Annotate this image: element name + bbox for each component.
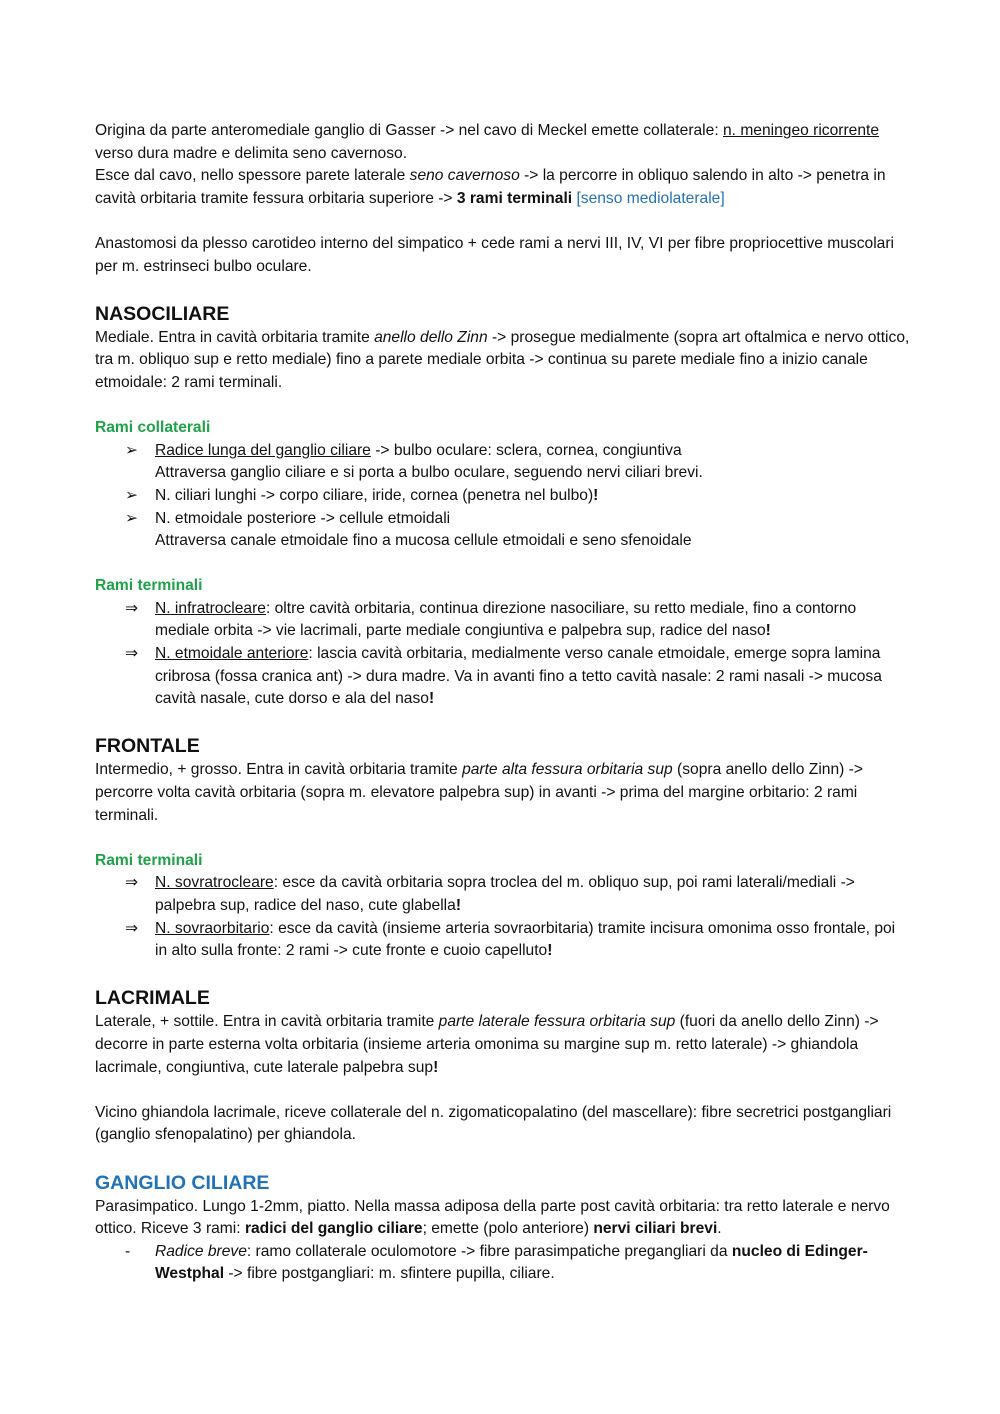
item-text: : lascia cavità orbitaria, medialmente verso canale etmoidale, emerge sopra lamina cribrosa (fossa cranica ant) -> dura madre. Va in avanti fino a tetto cavità nasale: 2 rami nasali -> mucosa cavità nasale, cute dorso e ala del naso xyxy=(155,645,882,708)
intro-text: Origina da parte anteromediale ganglio di Gasser -> nel cavo di Meckel emette collaterale: xyxy=(95,122,723,139)
list-item xyxy=(95,508,910,553)
rami-terminali-term: 3 rami terminali xyxy=(456,189,573,207)
item-text: : esce da cavità orbitaria sopra troclea del m. obliquo sup, poi rami laterali/mediali -> palpebra sup, radice del naso, cute glabella xyxy=(155,874,855,914)
nasociliare-description xyxy=(95,327,910,395)
frontale-terminali-heading: Rami terminali xyxy=(95,851,203,869)
list-item xyxy=(95,918,910,963)
arrowhead-bullet-icon: ➢ xyxy=(125,509,139,527)
nasociliare-collaterali-list xyxy=(95,440,910,553)
item-term: N. sovratrocleare xyxy=(155,874,274,892)
lacrimale-heading: LACRIMALE xyxy=(95,987,210,1010)
nucleo-term: nucleo di Edinger-Westphal xyxy=(155,1242,868,1283)
item-text: N. etmoidale posteriore -> cellule etmoidali xyxy=(155,509,451,527)
desc-text: . xyxy=(717,1220,722,1238)
frontale-description xyxy=(95,759,910,827)
lacrimale-description xyxy=(95,1011,910,1079)
list-item xyxy=(95,440,910,485)
frontale-terminali-list xyxy=(95,872,910,962)
desc-text: (sopra anello dello Zinn) -> percorre volta cavità orbitaria (sopra m. elevatore palpebra sup) in avanti -> prima del margine orbitario: 2 rami terminali. xyxy=(95,761,863,824)
desc-text: Laterale, + sottile. Entra in cavità orbitaria tramite xyxy=(95,1013,439,1031)
frontale-heading: FRONTALE xyxy=(95,735,200,758)
ganglio-description xyxy=(95,1196,910,1241)
fessura-term: parte laterale fessura orbitaria sup xyxy=(438,1013,676,1031)
double-arrow-bullet-icon: ⇒ xyxy=(125,874,139,892)
item-text: : ramo collaterale oculomotore -> fibre parasimpatiche pregangliari da xyxy=(246,1242,732,1260)
double-arrow-bullet-icon: ⇒ xyxy=(125,599,139,617)
intro-text: -> la percorre in obliquo salendo in alto -> penetra in cavità orbitaria tramite fessura orbitaria superiore -> xyxy=(95,167,886,207)
desc-text: -> prosegue medialmente (sopra art oftalmica e nervo ottico, tra m. obliquo sup e retto mediale) fino a parete mediale orbita -> continua su parete mediale fino a inizio canale etmoidale: 2 rami terminali. xyxy=(95,328,910,391)
item-term: N. etmoidale anteriore xyxy=(155,645,309,663)
desc-text: (fuori da anello dello Zinn) -> decorre in parte esterna volta orbitaria (insieme arteria omonima su margine sup m. retto laterale) -> ghiandola lacrimale, congiuntiva, cute laterale palpebra sup xyxy=(95,1013,879,1076)
double-arrow-bullet-icon: ⇒ xyxy=(125,919,139,937)
item-text: Attraversa ganglio ciliare e si porta a bulbo oculare, seguendo nervi ciliari brevi. xyxy=(155,464,703,482)
exclamation-mark: ! xyxy=(593,486,599,504)
item-text: : oltre cavità orbitaria, continua direzione nasociliare, su retto mediale, fino a contorno mediale orbita -> vie lacrimali, parte mediale congiuntiva e palpebra sup, radice del naso xyxy=(155,599,857,640)
arrowhead-bullet-icon: ➢ xyxy=(125,441,139,459)
nasociliare-terminali-heading: Rami terminali xyxy=(95,577,203,595)
list-item xyxy=(95,598,910,643)
nervi-ciliari-term: nervi ciliari brevi xyxy=(593,1220,718,1238)
ganglio-ciliare-heading: GANGLIO CILIARE xyxy=(95,1171,270,1194)
intro-paragraph-2 xyxy=(95,165,910,210)
nasociliare-heading: NASOCILIARE xyxy=(95,302,230,325)
list-item xyxy=(95,643,910,711)
intro-text: verso dura madre e delimita seno cavernoso. xyxy=(95,144,408,162)
item-term: N. infratrocleare xyxy=(155,599,266,617)
list-item xyxy=(95,872,910,917)
item-text: : esce da cavità (insieme arteria sovraorbitaria) tramite incisura omonima osso frontale, poi in alto sulla fronte: 2 rami -> cute fronte e cuoio capelluto xyxy=(155,919,896,960)
dash-bullet-icon: - xyxy=(125,1242,131,1260)
anello-zinn-term: anello dello Zinn xyxy=(374,328,488,346)
intro-text: Esce dal cavo, nello spessore parete laterale xyxy=(95,167,410,185)
item-term: N. sovraorbitario xyxy=(155,919,270,937)
item-term: Radice lunga del ganglio ciliare xyxy=(155,441,371,459)
item-text: Attraversa canale etmoidale fino a mucosa cellule etmoidali e seno sfenoidale xyxy=(155,532,692,550)
intro-paragraph-1 xyxy=(95,120,910,165)
exclamation-mark: ! xyxy=(433,1058,439,1076)
lacrimale-paragraph-2: Vicino ghiandola lacrimale, riceve collaterale del n. zigomaticopalatino (del mascellare): fibre secretrici postgangliari (ganglio sfenopalatino) per ghiandola. xyxy=(95,1103,892,1144)
intro-paragraph-3: Anastomosi da plesso carotideo interno del simpatico + cede rami a nervi III, IV, VI per fibre propriocettive muscolari per m. estrinseci bulbo oculare. xyxy=(95,234,894,275)
desc-text: Intermedio, + grosso. Entra in cavità orbitaria tramite xyxy=(95,761,463,779)
exclamation-mark: ! xyxy=(428,690,435,708)
nasociliare-collaterali-heading: Rami collaterali xyxy=(95,419,211,437)
ganglio-list xyxy=(95,1241,910,1286)
exclamation-mark: ! xyxy=(765,622,771,640)
seno-cavernoso-term: seno cavernoso xyxy=(409,167,520,185)
mediolaterale-note: [senso mediolaterale] xyxy=(572,189,725,207)
desc-text: Mediale. Entra in cavità orbitaria tramite xyxy=(95,328,375,346)
radice-breve-term: Radice breve xyxy=(155,1242,247,1260)
double-arrow-bullet-icon: ⇒ xyxy=(125,645,139,663)
list-item xyxy=(95,1241,910,1286)
desc-text: ; emette (polo anteriore) xyxy=(422,1220,594,1238)
item-text: -> bulbo oculare: sclera, cornea, congiuntiva xyxy=(370,441,682,459)
item-text: N. ciliari lunghi -> corpo ciliare, iride, cornea (penetra nel bulbo) xyxy=(155,486,594,504)
nasociliare-terminali-list xyxy=(95,598,910,711)
radici-term: radici del ganglio ciliare xyxy=(244,1220,423,1238)
meningeo-ricorrente-term: n. meningeo ricorrente xyxy=(722,122,880,139)
exclamation-mark: ! xyxy=(547,942,553,960)
arrowhead-bullet-icon: ➢ xyxy=(125,486,139,504)
item-text: -> fibre postgangliari: m. sfintere pupilla, ciliare. xyxy=(224,1265,555,1283)
fessura-term: parte alta fessura orbitaria sup xyxy=(462,761,673,779)
exclamation-mark: ! xyxy=(455,897,462,914)
list-item xyxy=(95,485,910,508)
desc-text: Parasimpatico. Lungo 1-2mm, piatto. Nella massa adiposa della parte post cavità orbitaria: tra retto laterale e nervo ottico. Riceve 3 rami: xyxy=(95,1197,890,1238)
